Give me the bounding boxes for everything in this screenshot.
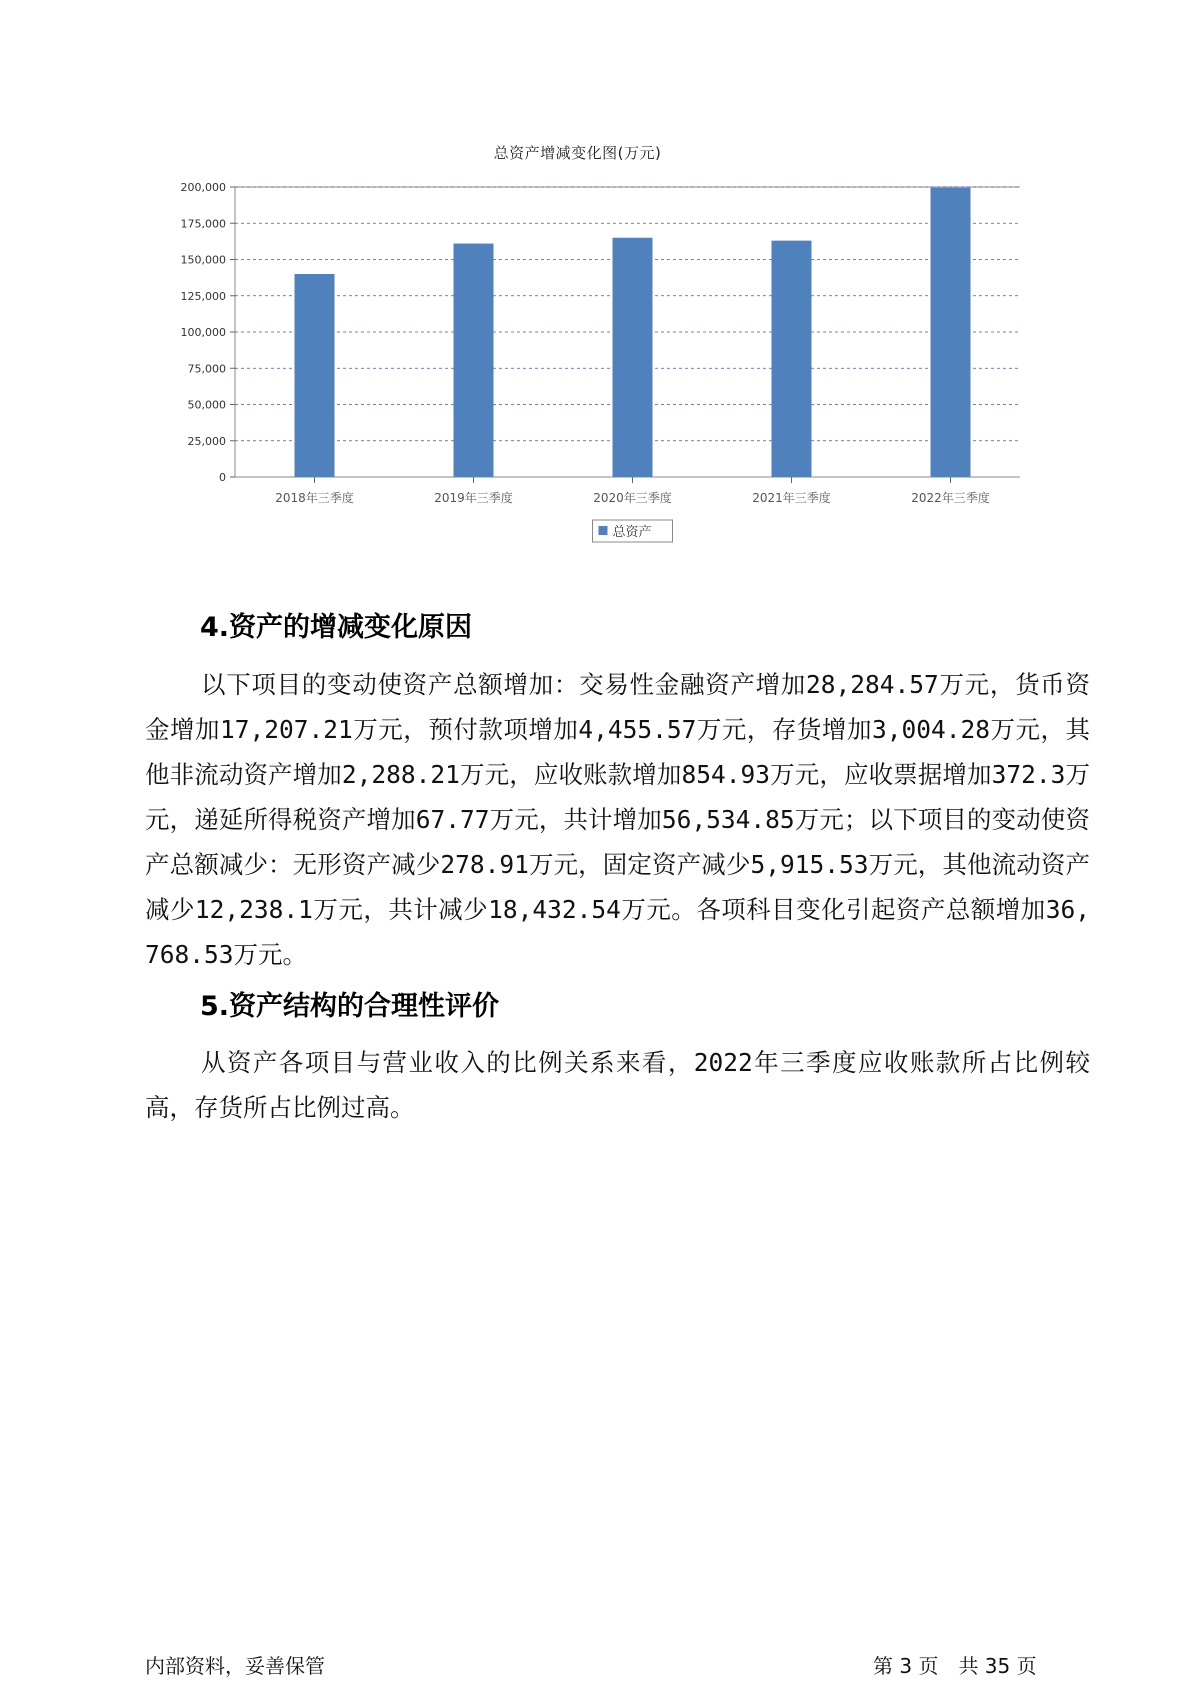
y-tick-label: 150,000 [180, 253, 226, 267]
y-tick-label: 100,000 [180, 326, 226, 339]
section-5-body: 从资产各项目与营业收入的比例关系来看，2022年三季度应收账款所占比例较高，存货所占比例过高。 [145, 1048, 1090, 1122]
total-assets-bar-chart [140, 175, 1020, 595]
section-4-body: 以下项目的变动使资产总额增加：交易性金融资产增加28,284.57万元，货币资金增加17,207.21万元，预付款项增加4,455.57万元，存货增加3,004.28万元，其他非流动资产增加2,288.21万元，应收账款增加854.93万元，应收票据增加372.3万元，递延所得税资产增加67.77万元，共计增加56,534.85万元；以下项目的变动使资产总额减少：无形资产减少278.91万元，固定资产减少5,915.53万元，其他流动资产减少12,238.1万元，共计减少18,432.54万元。各项科目变化引起资产总额增加36,768.53万元。 [145, 670, 1090, 969]
x-tick-label: 2018年三季度 [275, 491, 354, 505]
bar-2021年三季度 [772, 241, 812, 477]
y-tick-label: 175,000 [180, 217, 226, 231]
legend-label: 总资产 [612, 525, 652, 540]
y-tick-label: 200,000 [180, 181, 226, 194]
section-5-heading: 5.资产结构的合理性评价 [200, 991, 500, 1022]
y-tick-label: 75,000 [187, 362, 226, 376]
bar-2018年三季度 [295, 274, 335, 477]
section-4-heading: 4.资产的增减变化原因 [200, 612, 473, 643]
bar-2020年三季度 [613, 238, 653, 477]
legend-swatch [599, 526, 608, 535]
bar-2022年三季度 [931, 188, 971, 477]
x-tick-label: 2019年三季度 [434, 491, 513, 505]
footer-page-number: 第 3 页 共 35 页 [873, 1654, 1037, 1678]
chart-title: 总资产增减变化图(万元) [493, 144, 662, 162]
x-tick-label: 2020年三季度 [593, 491, 672, 505]
x-tick-label: 2021年三季度 [752, 491, 831, 505]
bar-2019年三季度 [454, 244, 494, 477]
footer-confidential-note: 内部资料，妥善保管 [145, 1654, 325, 1678]
y-tick-label: 25,000 [187, 434, 226, 448]
y-tick-label: 50,000 [187, 398, 226, 412]
x-tick-label: 2022年三季度 [911, 491, 990, 505]
y-tick-label: 125,000 [180, 289, 226, 303]
y-tick-label: 0 [219, 471, 226, 484]
